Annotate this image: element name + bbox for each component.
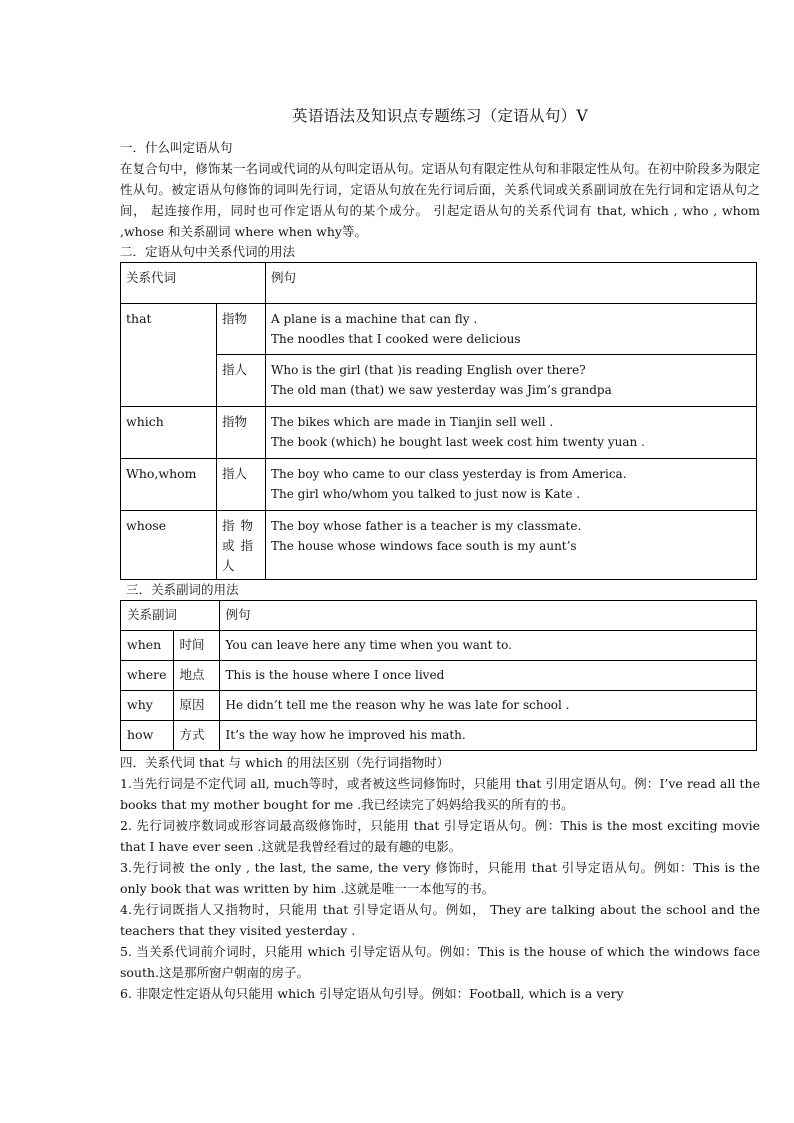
rule-item: 4.先行词既指人又指物时，只能用 that 引导定语从句。例如， They are talking about the school and the teachers that they visited yesterday . [120, 902, 760, 938]
pronoun-cell: that [121, 304, 217, 407]
relative-pronoun-table [120, 262, 757, 580]
rule-item: 2. 先行词被序数词或形容词最高级修饰时，只能用 that 引导定语从句。例：This is the most exciting movie that I have ever seen .这就是我曾经看过的最有趣的电影。 [120, 818, 760, 854]
table-header-cell: 关系代词 [121, 263, 266, 304]
example-sentence: A plane is a machine that can fly . [271, 312, 478, 326]
category-cell: 指 物 或 指 人 [217, 511, 266, 580]
category-cell: 指物 [217, 407, 266, 459]
example-sentence: The boy who came to our class yesterday is from America. [271, 467, 627, 481]
example-sentence: The house whose windows face south is my aunt’s [271, 539, 577, 553]
example-sentence: The book (which) he bought last week cost him twenty yuan . [271, 435, 645, 449]
table-row [121, 304, 757, 355]
section-1-paragraph: 在复合句中，修饰某一名词或代词的从句叫定语从句。定语从句有限定性从句和非限定性从句。在初中阶段多为限定性从句。被定语从句修饰的词叫先行词，定语从句放在先行词后面，关系代词或关系副词放在先行词和定语从句之间， 起连接作用，同时也可作定语从句的某个成分。 引起定语从句的关系代词有 that, which , who , whom ,whose 和关系副词 where when why等。 [120, 161, 760, 239]
example-cell [266, 355, 757, 407]
example-sentence: The noodles that I cooked were delicious [271, 332, 521, 346]
example-cell [266, 459, 757, 511]
example-sentence: Who is the girl (that )is reading English over there? [271, 363, 586, 377]
rule-item: 3.先行词被 the only , the last, the same, the very 修饰时，只能用 that 引导定语从句。例如：This is the only book that was written by him .这就是唯一一本他写的书。 [120, 860, 760, 896]
category-cell: 地点 [173, 661, 219, 691]
rule-item: 5. 当关系代词前介词时，只能用 which 引导定语从句。例如：This is the house of which the windows face south.这是那所窗户朝南的房子。 [120, 944, 760, 980]
pronoun-cell: whose [121, 511, 217, 580]
table-row [121, 721, 757, 751]
table-row [121, 459, 757, 511]
example-sentence: The girl who/whom you talked to just now is Kate . [271, 487, 581, 501]
example-cell: He didn’t tell me the reason why he was late for school . [219, 691, 756, 721]
rule-item: 6. 非限定性定语从句只能用 which 引导定语从句引导。例如：Football, which is a very [120, 986, 624, 1001]
category-cell: 指人 [217, 459, 266, 511]
rule-item: 1.当先行词是不定代词 all, much等时，或者被这些词修饰时，只能用 that 引用定语从句。例：I’ve read all the books that my mother bought for me .我已经读完了妈妈给我买的所有的书。 [120, 776, 760, 812]
category-cell: 指物 [217, 304, 266, 355]
example-sentence: The boy whose father is a teacher is my classmate. [271, 519, 582, 533]
section-4-heading: 四．关系代词 that 与 which 的用法区别（先行词指物时） [120, 755, 450, 770]
example-sentence: The bikes which are made in Tianjin sell well . [271, 415, 554, 429]
example-cell: You can leave here any time when you want to. [219, 631, 756, 661]
example-cell [266, 511, 757, 580]
table-header-row [121, 601, 757, 631]
table-row [121, 407, 757, 459]
table-row [121, 511, 757, 580]
example-cell [266, 407, 757, 459]
document-title: 英语语法及知识点专题练习（定语从句）V [292, 107, 588, 125]
category-cell: 时间 [173, 631, 219, 661]
example-cell: This is the house where I once lived [219, 661, 756, 691]
table-row [121, 691, 757, 721]
pronoun-cell: Who,whom [121, 459, 217, 511]
table-header-cell: 例句 [219, 601, 756, 631]
table-header-cell: 关系副词 [121, 601, 220, 631]
category-cell: 原因 [173, 691, 219, 721]
section-3-heading: 三．关系副词的用法 [126, 582, 239, 597]
category-cell: 指人 [217, 355, 266, 407]
adverb-cell: when [121, 631, 174, 661]
table-header-row [121, 263, 757, 304]
pronoun-cell: which [121, 407, 217, 459]
adverb-cell: where [121, 661, 174, 691]
adverb-cell: how [121, 721, 174, 751]
section-2-heading: 二．定语从句中关系代词的用法 [120, 244, 296, 259]
example-cell [266, 304, 757, 355]
adverb-cell: why [121, 691, 174, 721]
table-row [121, 631, 757, 661]
table-row [121, 661, 757, 691]
relative-adverb-table [120, 600, 757, 751]
table-header-cell: 例句 [266, 263, 757, 304]
table-row [121, 355, 757, 407]
example-cell: It’s the way how he improved his math. [219, 721, 756, 751]
example-sentence: The old man (that) we saw yesterday was Jim’s grandpa [271, 383, 612, 397]
category-cell: 方式 [173, 721, 219, 751]
section-1-heading: 一．什么叫定语从句 [120, 140, 233, 155]
document-page [120, 104, 760, 1004]
